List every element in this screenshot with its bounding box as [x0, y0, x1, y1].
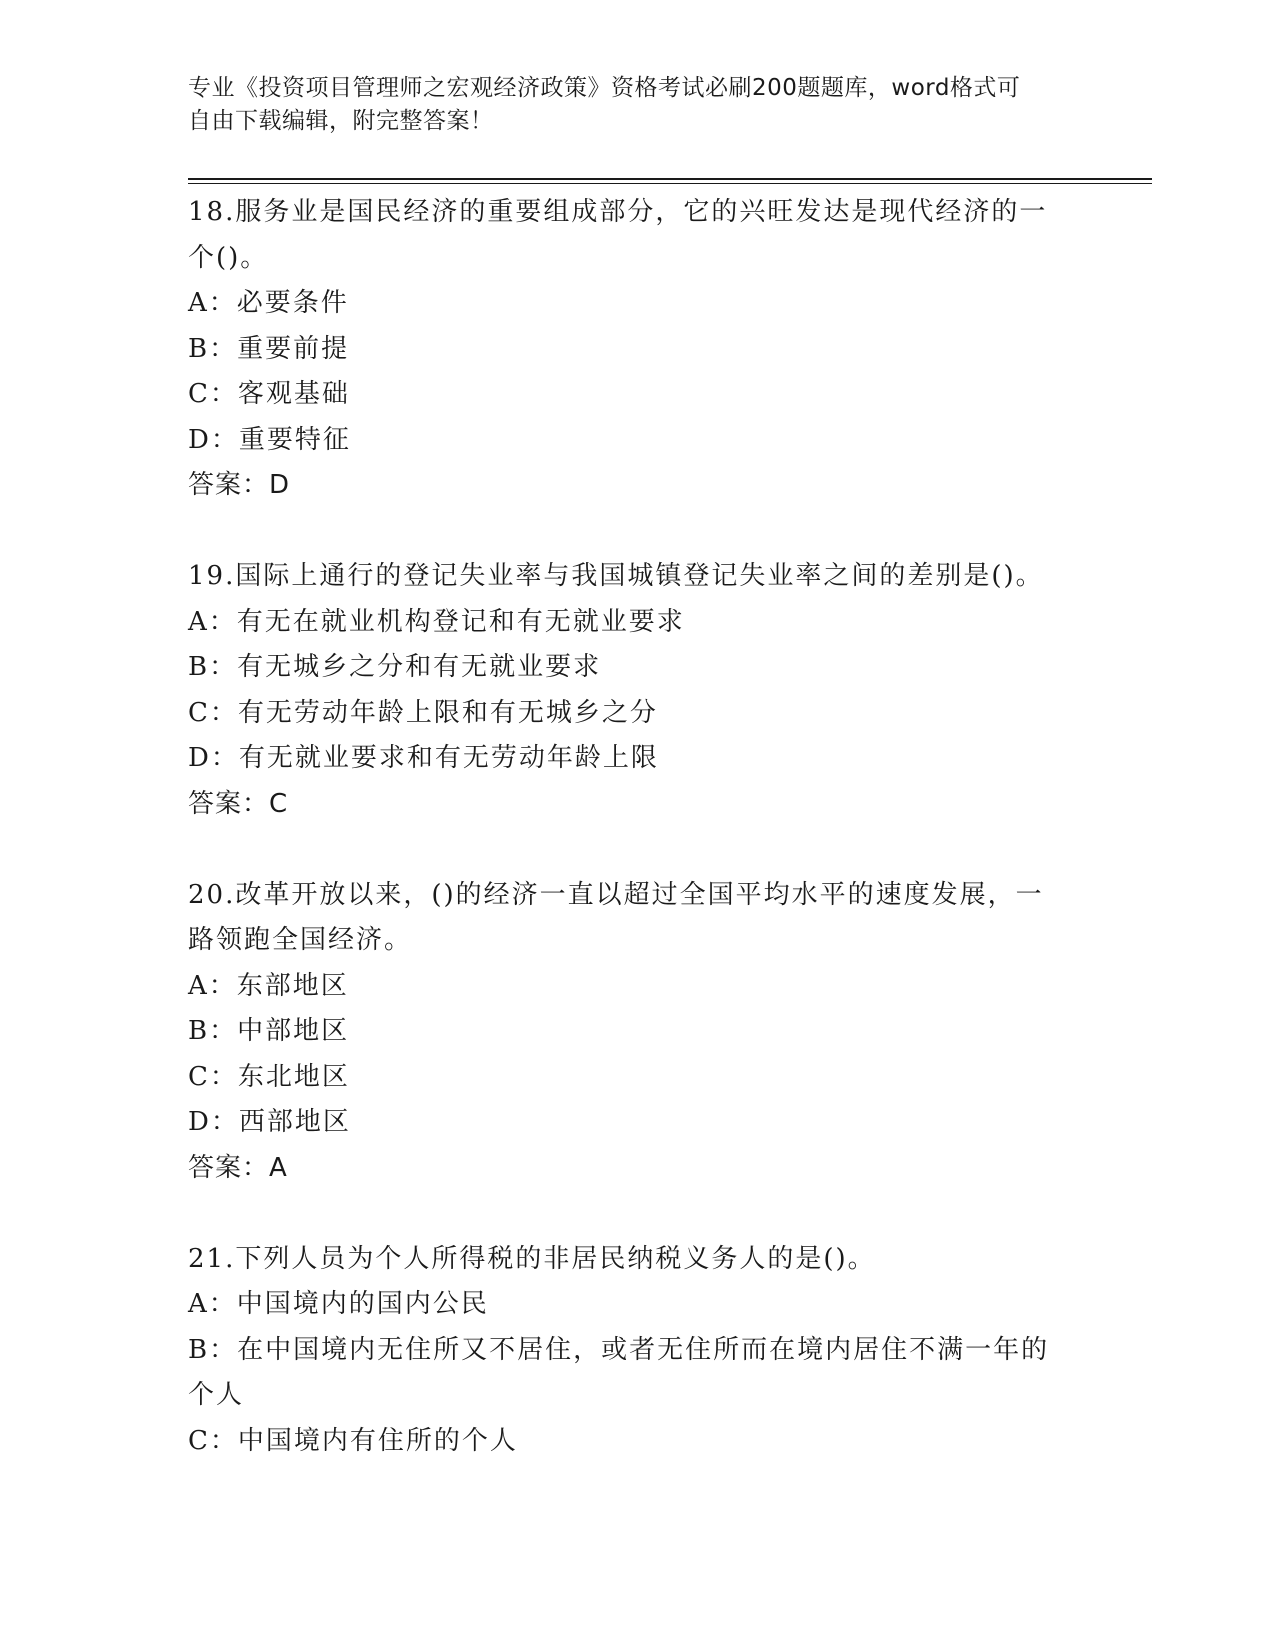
- answer-line: 答案：D: [188, 470, 291, 500]
- question-spacer: [188, 1191, 1078, 1237]
- question-text: 20.改革开放以来，()的经济一直以超过全国平均水平的速度发展，一: [188, 879, 1044, 910]
- question-20: [188, 873, 1078, 1192]
- question-text: 18.服务业是国民经济的重要组成部分，它的兴旺发达是现代经济的一: [188, 197, 1048, 227]
- question-spacer: [188, 509, 1078, 555]
- option-c: C：客观基础: [188, 379, 350, 409]
- option-b: B：有无城乡之分和有无就业要求: [188, 652, 602, 682]
- option-a: A：东部地区: [188, 970, 349, 1001]
- option-b: B：在中国境内无住所又不居住，或者无住所而在境内居住不满一年的: [188, 1334, 1050, 1365]
- option-a: A：中国境内的国内公民: [188, 1289, 489, 1319]
- question-text: 19.国际上通行的登记失业率与我国城镇登记失业率之间的差别是()。: [188, 561, 1044, 591]
- option-b: B：中部地区: [188, 1016, 350, 1046]
- question-text: 21.下列人员为个人所得税的非居民纳税义务人的是()。: [188, 1243, 876, 1274]
- option-d: D：西部地区: [188, 1107, 351, 1137]
- option-c: C：东北地区: [188, 1061, 350, 1092]
- question-list: [188, 190, 1078, 1464]
- option-b-continued: 个人: [188, 1380, 245, 1410]
- header-divider-thin: [188, 183, 1152, 184]
- option-d: D：有无就业要求和有无劳动年龄上限: [188, 743, 659, 773]
- question-text: 路领跑全国经济。: [188, 925, 413, 955]
- option-a: A：有无在就业机构登记和有无就业要求: [188, 606, 685, 637]
- option-a: A：必要条件: [188, 288, 349, 318]
- option-b: B：重要前提: [188, 333, 350, 364]
- question-18: [188, 190, 1078, 509]
- question-text: 个()。: [188, 242, 269, 273]
- option-c: C：中国境内有住所的个人: [188, 1425, 518, 1456]
- option-d: D：重要特征: [188, 424, 351, 455]
- answer-line: 答案：C: [188, 788, 289, 819]
- question-spacer: [188, 827, 1078, 873]
- header-divider-thick: [188, 178, 1152, 180]
- header-line-1: 专业《投资项目管理师之宏观经济政策》资格考试必刷200题题库，word格式可: [188, 75, 1021, 101]
- question-19: [188, 554, 1078, 827]
- answer-line: 答案：A: [188, 1152, 288, 1183]
- question-21: [188, 1237, 1078, 1465]
- document-header: [188, 72, 1068, 138]
- header-line-2: 自由下载编辑，附完整答案！: [188, 108, 494, 134]
- option-c: C：有无劳动年龄上限和有无城乡之分: [188, 697, 658, 728]
